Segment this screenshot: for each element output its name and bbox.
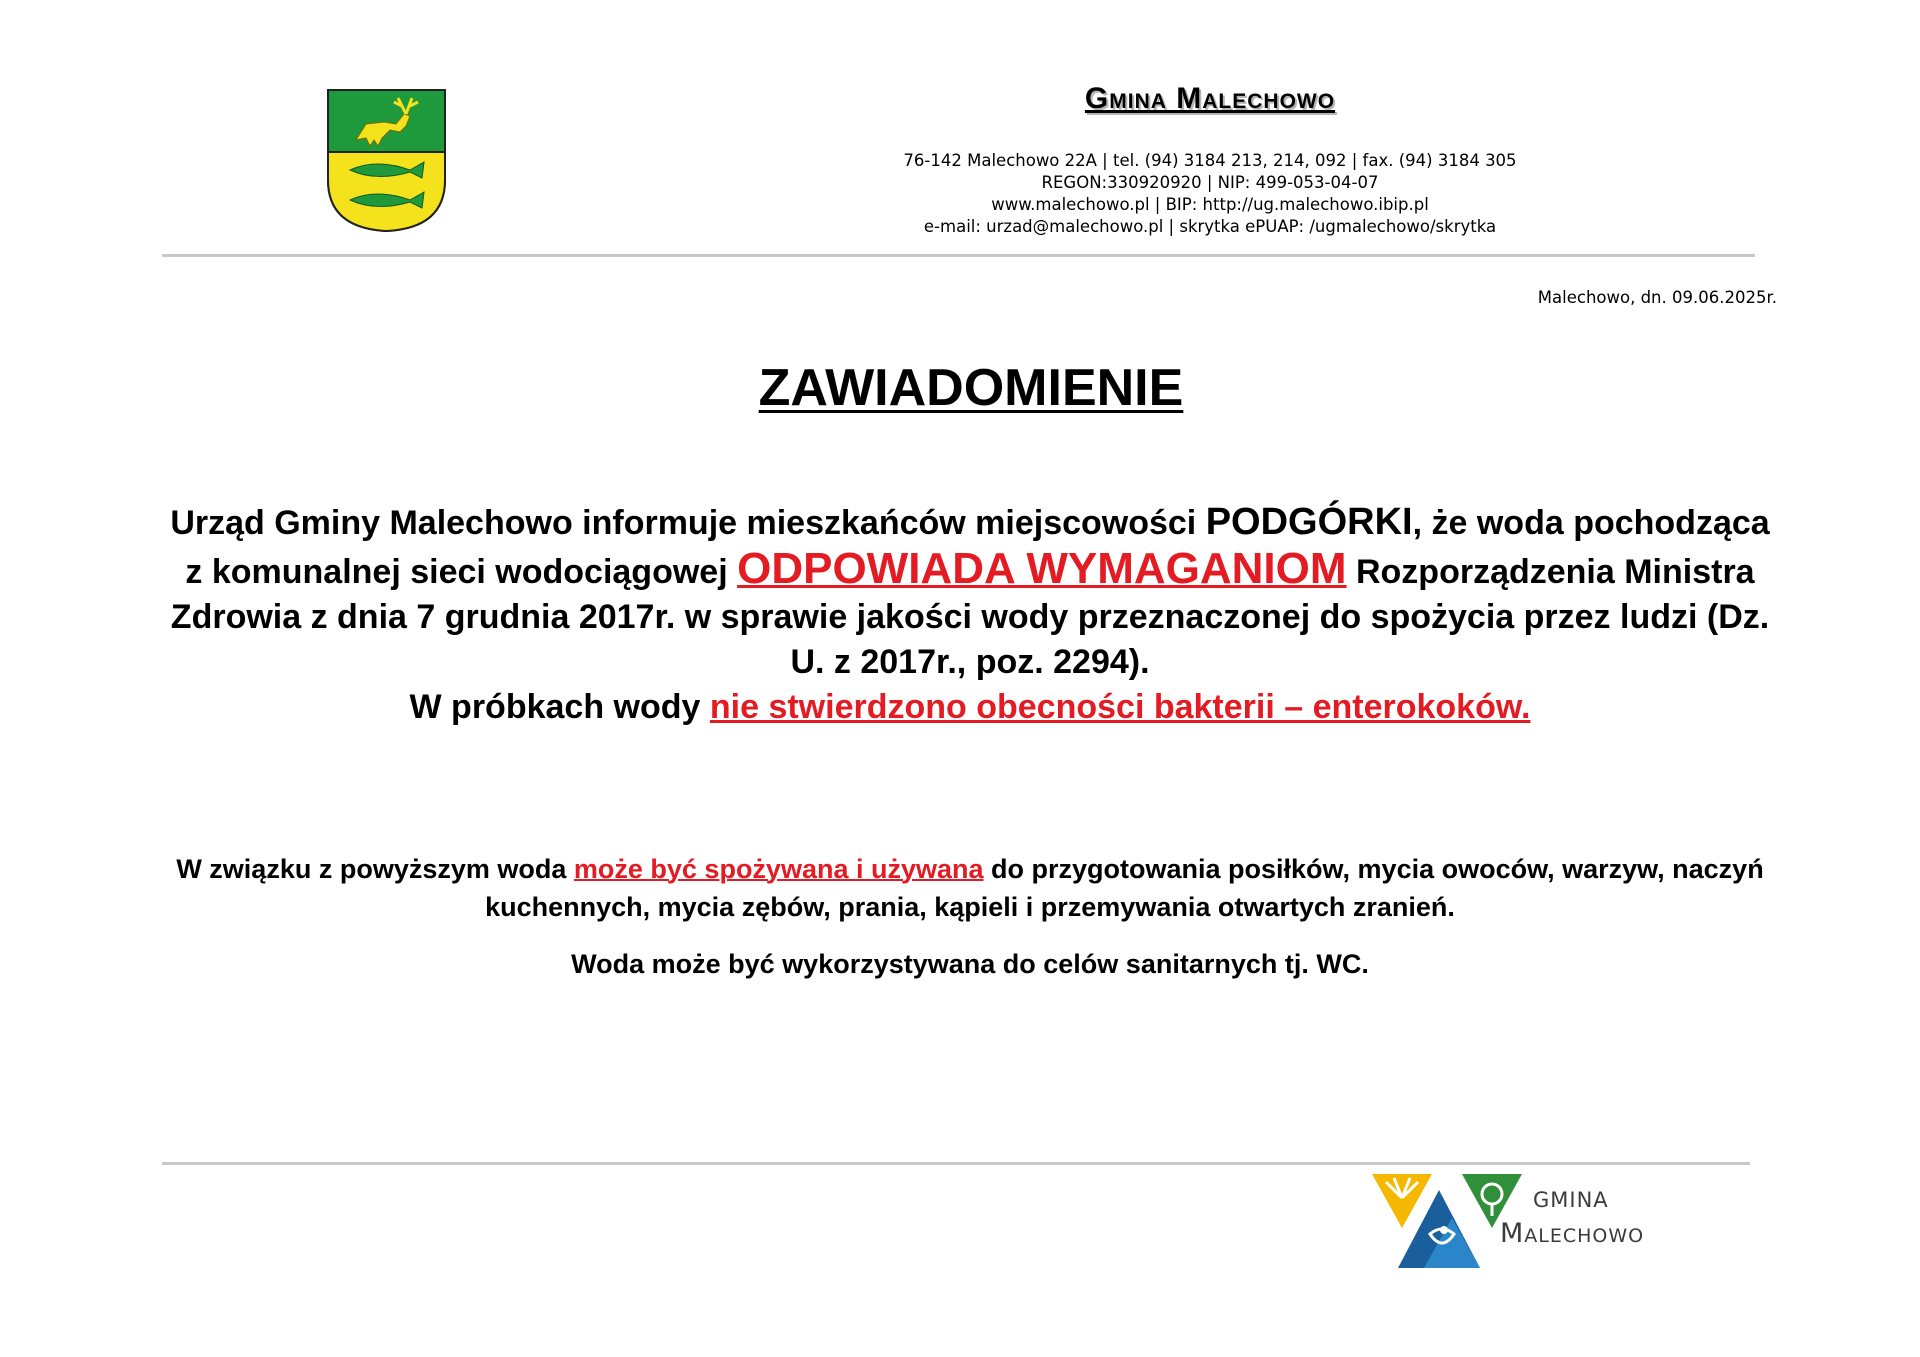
organization-name: Gmina Malechowo (1084, 82, 1336, 115)
usage-text: W związku z powyższym woda (176, 854, 574, 884)
contact-registry-line: REGON:330920920 | NIP: 499-053-04-07 (1041, 173, 1379, 192)
footer-divider (162, 1162, 1750, 1165)
page-title: ZAWIADOMIENIE (758, 359, 1184, 417)
contact-email-line: e-mail: urzad@malechowo.pl | skrytka ePUAP: /ugmalechowo/skrytka (923, 217, 1497, 236)
usage-text: do przygotowania posiłków, mycia owoców, warzyw, naczyń kuchennych, mycia zębów, prania, kąpieli i przemywania otwartych zranień. (485, 854, 1764, 922)
notice-body (150, 500, 1790, 730)
contact-block (760, 150, 1660, 238)
footer-logo-line1: GMINA (1533, 1188, 1609, 1212)
usage-paragraph (150, 850, 1790, 926)
bacteria-result: nie stwierdzono obecności bakterii – enterokoków. (709, 688, 1531, 726)
notice-text: Urząd Gminy Malechowo informuje mieszkańców miejscowości (170, 504, 1206, 542)
notice-text: Rozporządzenia Ministra Zdrowia z dnia 7 grudnia 2017r. w sprawie jakości wody przeznaczonej do spożycia przez ludzi (Dz. U. z 2017r., poz. 2294). (170, 553, 1770, 681)
place-name: PODGÓRKI (1205, 501, 1413, 543)
compliance-status: ODPOWIADA WYMAGANIOM (737, 544, 1347, 593)
notice-text: W próbkach wody (409, 688, 710, 726)
document-date: Malechowo, dn. 09.06.2025r. (1537, 288, 1777, 307)
coat-of-arms-logo (326, 88, 447, 233)
notice-text: , że woda pochodząca (1412, 504, 1770, 542)
usage-highlight: może być spożywana i używana (573, 854, 984, 884)
header-divider (162, 254, 1755, 257)
contact-address-line: 76-142 Malechowo 22A | tel. (94) 3184 213, 214, 092 | fax. (94) 3184 305 (903, 151, 1517, 170)
sanitary-paragraph: Woda może być wykorzystywana do celów sanitarnych tj. WC. (571, 949, 1369, 979)
contact-web-line: www.malechowo.pl | BIP: http://ug.malechowo.ibip.pl (991, 195, 1429, 214)
notice-text: z komunalnej sieci wodociągowej (185, 553, 738, 591)
footer-logo-line2: Malechowo (1500, 1218, 1645, 1249)
